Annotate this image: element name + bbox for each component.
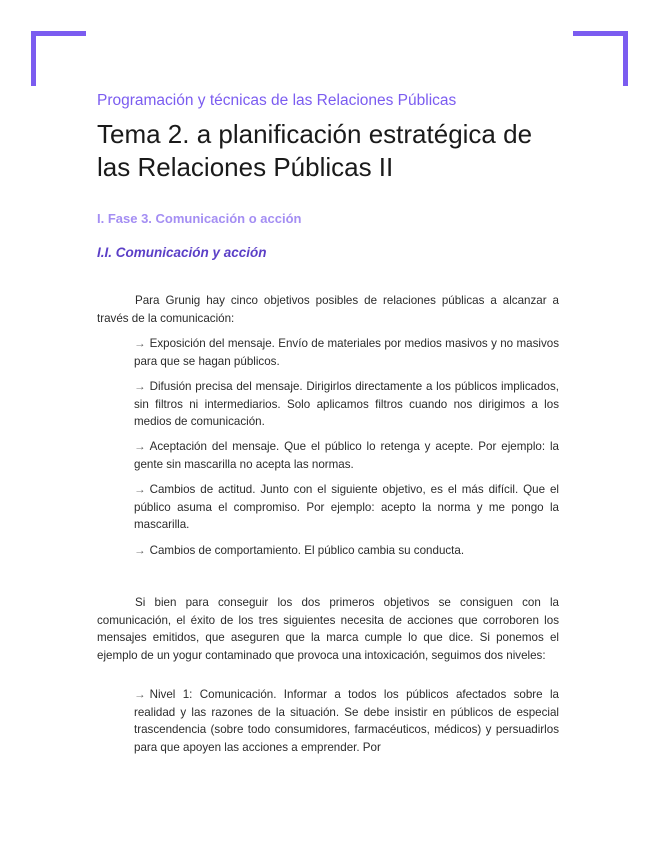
arrow-right-icon: → [134, 544, 146, 557]
objective-item [134, 335, 559, 370]
objective-item [134, 438, 559, 473]
arrow-right-icon: → [134, 688, 146, 701]
arrow-right-icon: → [134, 483, 146, 496]
section-heading: I. Fase 3. Comunicación o acción [97, 211, 302, 226]
corner-bracket-left [31, 31, 86, 86]
arrow-right-icon: → [134, 440, 146, 453]
second-paragraph-text: Si bien para conseguir los dos primeros objetivos se consiguen con la comunicación, el éxito de los tres siguientes necesita de acciones que corroboren los mensajes emitidos, que aseguren que la marca cumple lo que dice. Si ponemos el ejemplo de un yogur contaminado que provoca una intoxicación, seguimos dos niveles: [97, 596, 559, 662]
objective-item [134, 542, 559, 560]
objective-text: Exposición del mensaje. Envío de materiales por medios masivos y no masivos para que se hagan públicos. [134, 337, 559, 368]
subsection-heading: I.I. Comunicación y acción [97, 245, 267, 260]
second-paragraph [97, 594, 559, 664]
level-item [134, 686, 559, 756]
intro-paragraph-text: Para Grunig hay cinco objetivos posibles de relaciones públicas a alcanzar a través de la comunicación: [97, 294, 559, 325]
objective-text: Cambios de comportamiento. El público cambia su conducta. [149, 544, 465, 557]
objective-text: Cambios de actitud. Junto con el siguiente objetivo, es el más difícil. Que el público asuma el compromiso. Por ejemplo: acepto la norma y me pongo la mascarilla. [134, 483, 559, 531]
arrow-right-icon: → [134, 337, 146, 350]
objective-text: Difusión precisa del mensaje. Dirigirlos directamente a los públicos implicados, sin filtros ni intermediarios. Solo aplicamos filtros cuando nos dirigimos a los medios de comunicación. [134, 380, 559, 428]
objective-item [134, 378, 559, 431]
page-title: Tema 2. a planificación estratégica de las Relaciones Públicas II [97, 119, 533, 182]
arrow-right-icon: → [134, 380, 146, 393]
objective-item [134, 481, 559, 534]
course-title: Programación y técnicas de las Relaciones Públicas [97, 92, 457, 109]
intro-paragraph [97, 292, 559, 327]
objective-text: Aceptación del mensaje. Que el público lo retenga y acepte. Por ejemplo: la gente sin mascarilla no acepta las normas. [134, 440, 559, 471]
level-text: Nivel 1: Comunicación. Informar a todos los públicos afectados sobre la realidad y las razones de la situación. Se debe insistir en públicos de especial trascendencia (sobre todo consumidores, farmacéuticos, médicos) y persuadirlos para que apoyen las acciones a emprender. Por [134, 688, 559, 754]
corner-bracket-right [573, 31, 628, 86]
